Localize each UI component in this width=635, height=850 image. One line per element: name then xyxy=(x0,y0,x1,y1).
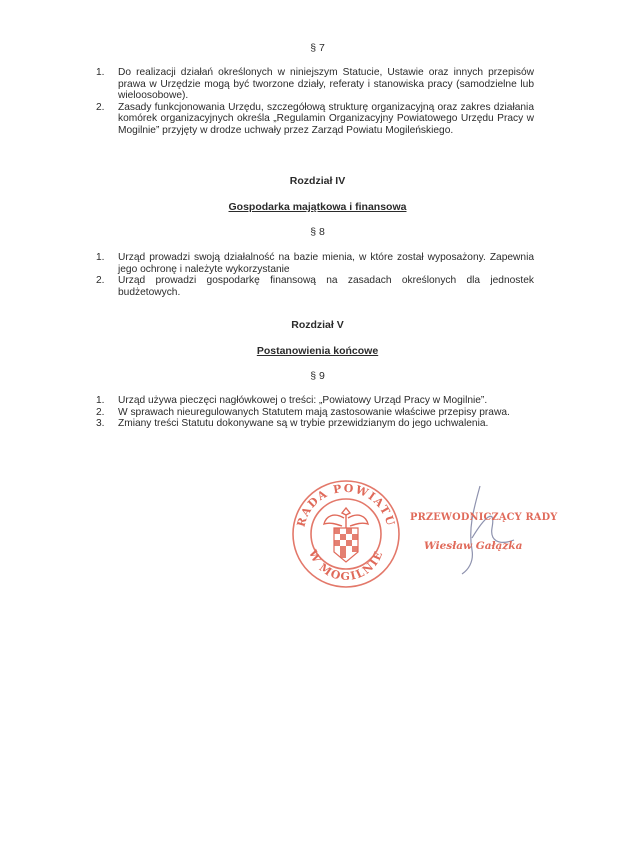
paragraph-7-list xyxy=(96,67,534,137)
list-item xyxy=(96,102,534,137)
chapter-4-title: Gospodarka majątkowa i finansowa xyxy=(228,201,407,213)
list-item xyxy=(96,418,534,430)
paragraph-8-heading: § 8 xyxy=(310,226,325,238)
paragraph-9-heading: § 9 xyxy=(310,370,325,382)
chapter-4-heading: Rozdział IV xyxy=(289,175,346,187)
list-item xyxy=(96,407,534,419)
item-number: 2. xyxy=(96,101,105,113)
signer-title: PRZEWODNICZĄCY RADY xyxy=(410,512,558,523)
signer-name: Wiesław Gałązka xyxy=(424,540,523,552)
item-text: Urząd prowadzi gospodarkę finansową na zasadach określonych dla jednostek budżetowych. xyxy=(118,275,534,298)
list-item xyxy=(96,67,534,102)
item-number: 2. xyxy=(96,406,105,418)
list-item xyxy=(96,275,534,298)
item-text: Do realizacji działań określonych w niniejszym Statucie, Ustawie oraz innych przepisów prawa w Urzędzie mogą być tworzone działy, referaty i stanowiska pracy (samodzielne lub wieloosobowe). xyxy=(118,67,534,102)
item-number: 3. xyxy=(96,418,105,430)
item-text: Urząd prowadzi swoją działalność na bazie mienia, w które został wyposażony. Zapewnia jego ochronę i należyte wykorzystanie xyxy=(118,252,534,275)
item-text: Zmiany treści Statutu dokonywane są w trybie przewidzianym do jego uchwalenia. xyxy=(118,418,489,430)
item-number: 2. xyxy=(96,275,105,287)
item-number: 1. xyxy=(96,395,105,406)
handwritten-signature xyxy=(428,478,528,578)
item-text: Urząd używa pieczęci nagłówkowej o treści: „Powiatowy Urząd Pracy w Mogilnie”. xyxy=(118,395,488,406)
paragraph-8-list xyxy=(96,252,534,298)
paragraph-7-heading: § 7 xyxy=(310,42,325,54)
list-item xyxy=(96,395,534,407)
item-number: 1. xyxy=(96,252,105,263)
council-seal-stamp xyxy=(290,478,402,590)
item-number: 1. xyxy=(96,67,105,78)
chapter-5-heading: Rozdział V xyxy=(291,319,344,331)
paragraph-9-list xyxy=(96,395,534,430)
item-text: Zasady funkcjonowania Urzędu, szczegółową strukturę organizacyjną oraz zakres działania komórek organizacyjnych określa „Regulamin Organizacyjny Powiatowego Urzędu Pracy w Mogilnie” przyjęty w drodze uchwały przez Zarząd Powiatu Mogileńskiego. xyxy=(118,101,534,136)
svg-text:RADA POWIATU: RADA POWIATU xyxy=(294,481,398,529)
chapter-5-title: Postanowienia końcowe xyxy=(256,345,379,357)
list-item xyxy=(96,252,534,275)
svg-text:W MOGILNIE: W MOGILNIE xyxy=(306,547,386,584)
item-text: W sprawach nieuregulowanych Statutem mają zastosowanie właściwe przepisy prawa. xyxy=(118,406,510,418)
